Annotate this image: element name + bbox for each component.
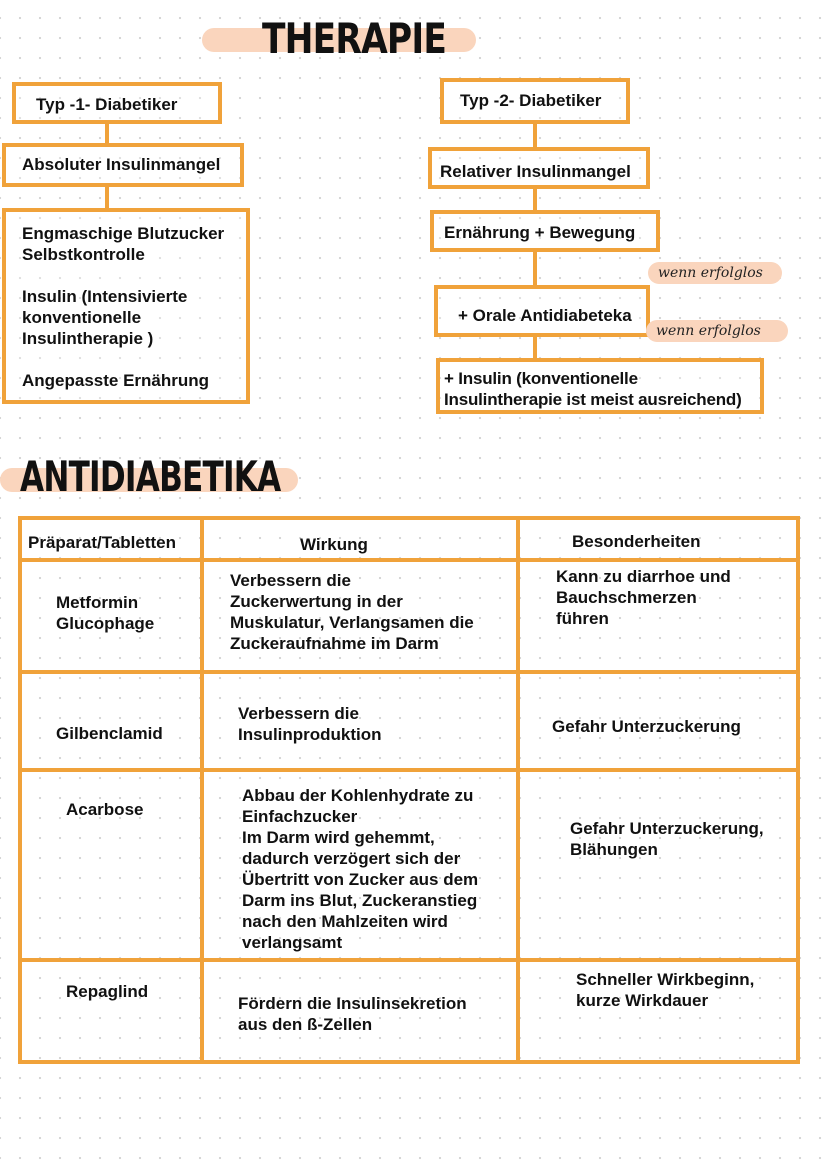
table-header-wirkung: Wirkung [300, 535, 368, 554]
typ1-header: Typ -1- Diabetiker [36, 95, 178, 114]
typ2-step3-box [436, 358, 764, 414]
table-header-besonderheiten: Besonderheiten [572, 532, 701, 551]
typ1-header-box [12, 82, 222, 124]
row-besonderheiten: Kann zu diarrhoe und Bauchschmerzen führen [556, 567, 731, 628]
typ1-mangel-box [2, 143, 244, 187]
typ2-step3: + Insulin (konventionelle Insulintherapie ist meist ausreichend) [444, 369, 742, 409]
note-wenn-erfolglos-2: wenn erfolglos [646, 320, 788, 342]
row-praeparat: Metformin Glucophage [56, 593, 155, 633]
connector [533, 252, 537, 286]
typ1-details: Engmaschige Blutzucker Selbstkontrolle Insulin (Intensivierte konventionelle Insulintherapie ) Angepasste Ernährung [22, 224, 225, 390]
row-wirkung: Fördern die Insulinsekretion aus den ß-Zellen [238, 994, 467, 1034]
table-divider [18, 768, 800, 772]
table-header-praeparat: Präparat/Tabletten [28, 533, 177, 552]
table-divider [200, 516, 204, 1064]
table-divider [18, 670, 800, 674]
row-wirkung: Abbau der Kohlenhydrate zu Einfachzucker Im Darm wird gehemmt, dadurch verzögert sich der Übertritt von Zucker aus dem Darm ins Blut, Zuckeranstieg nach den Mahlzeiten wird verlangsamt [242, 786, 479, 952]
typ2-step2-box [434, 285, 650, 337]
typ1-mangel: Absoluter Insulinmangel [22, 155, 221, 174]
typ2-step1: Ernährung + Bewegung [444, 223, 636, 242]
typ2-header: Typ -2- Diabetiker [460, 91, 602, 110]
connector [533, 337, 537, 359]
table-divider [18, 958, 800, 962]
typ2-mangel-box [428, 147, 650, 189]
typ2-header-box [440, 78, 630, 124]
typ1-details-box [2, 208, 250, 404]
note-wenn-erfolglos-1: wenn erfolglos [648, 262, 782, 284]
row-besonderheiten: Schneller Wirkbeginn, kurze Wirkdauer [576, 970, 755, 1010]
row-wirkung: Verbessern die Insulinproduktion [238, 704, 382, 744]
row-praeparat: Acarbose [66, 800, 144, 819]
connector [105, 187, 109, 209]
typ2-step1-box [430, 210, 660, 252]
connector [533, 189, 537, 211]
table-divider [18, 558, 800, 562]
antidiabetika-title: ANTIDIABETIKA [20, 452, 281, 501]
connector [105, 124, 109, 144]
table-divider [516, 516, 520, 1064]
row-praeparat: Gilbenclamid [56, 724, 163, 743]
row-besonderheiten: Gefahr Unterzuckerung [552, 717, 741, 736]
therapie-title: THERAPIE [262, 14, 447, 63]
connector [533, 124, 537, 148]
typ2-mangel: Relativer Insulinmangel [440, 162, 631, 181]
row-wirkung: Verbessern die Zuckerwertung in der Muskulatur, Verlangsamen die Zuckeraufnahme im Darm [230, 571, 474, 653]
row-praeparat: Repaglind [66, 982, 149, 1001]
typ2-step2: + Orale Antidiabeteka [458, 306, 632, 325]
row-besonderheiten: Gefahr Unterzuckerung, Blähungen [570, 819, 764, 859]
